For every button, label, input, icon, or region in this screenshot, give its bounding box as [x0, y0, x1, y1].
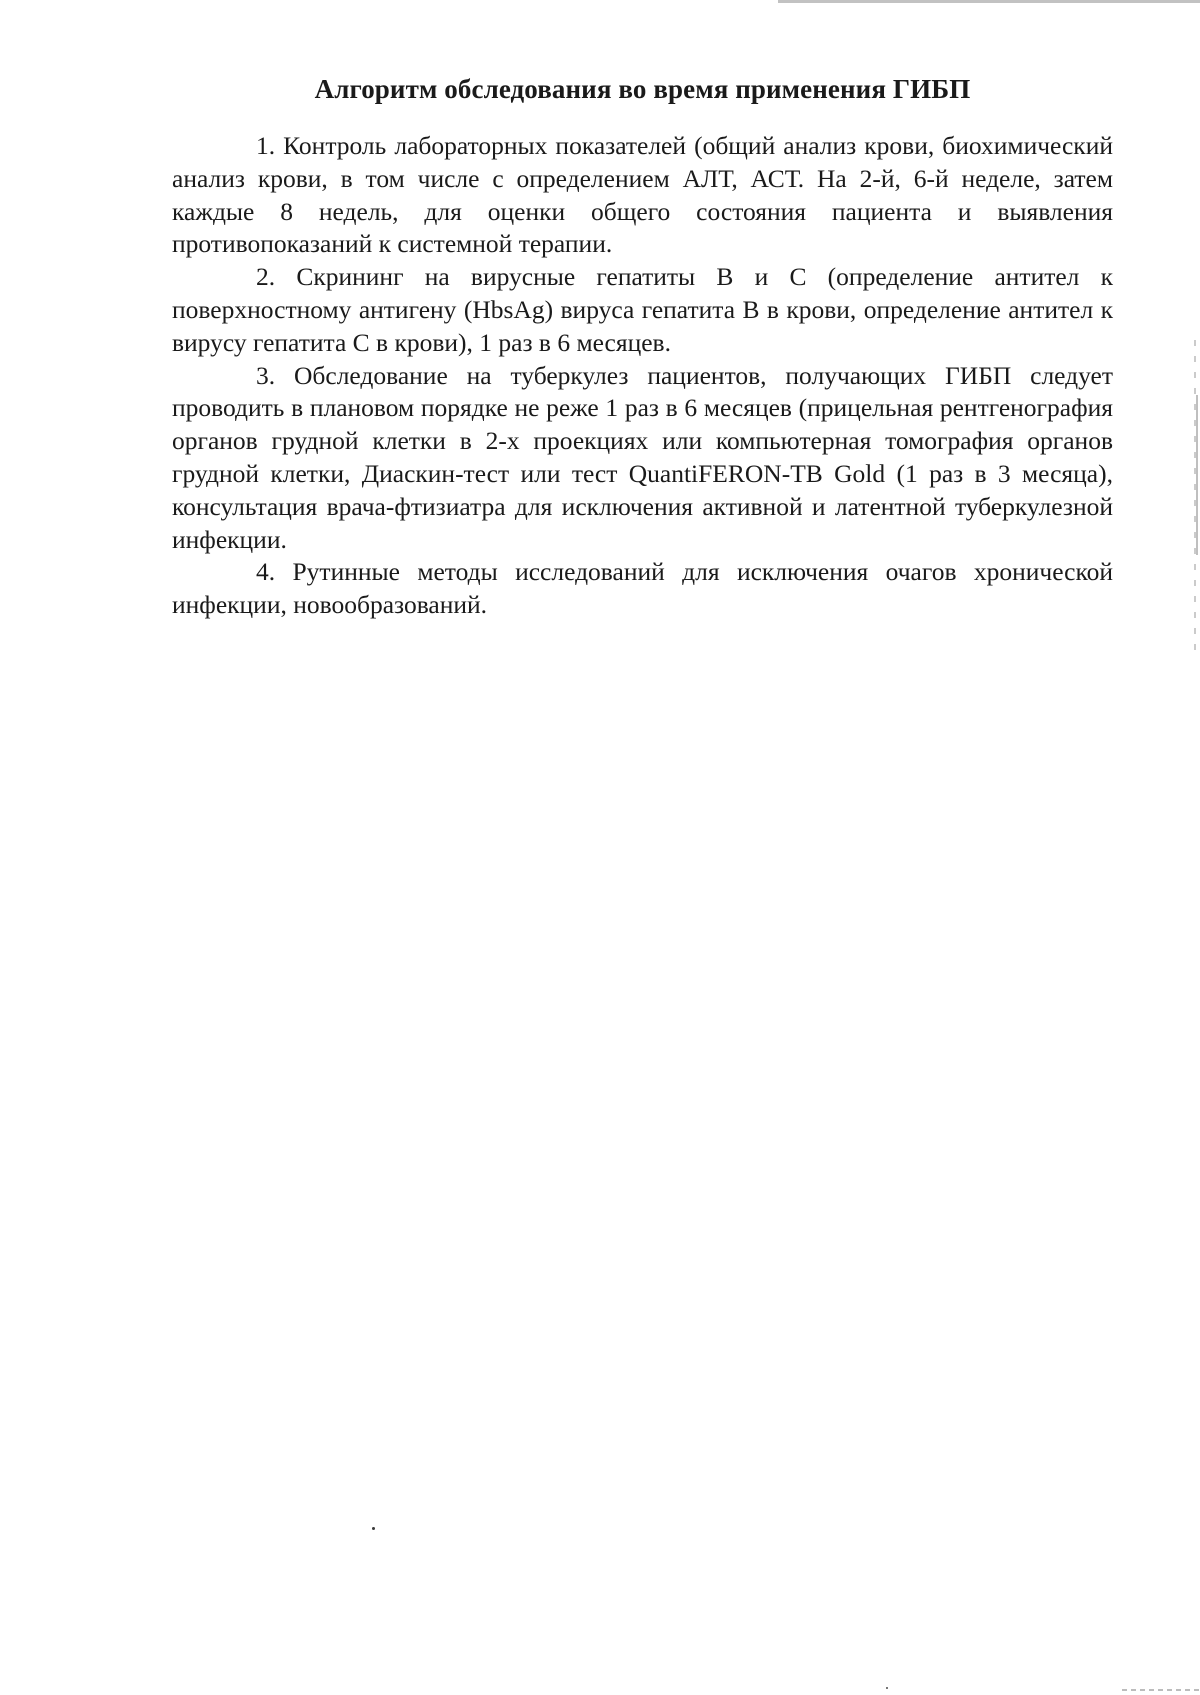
list-item: 4. Рутинные методы исследований для исключения очагов хронической инфекции, новообразований. [172, 557, 1113, 620]
list-item: 2. Скрининг на вирусные гепатиты В и С (определение антител к поверхностному антигену (HbsAg) вируса гепатита В в крови, определение антител к вирусу гепатита С в крови), 1 раз в 6 месяцев. [172, 262, 1113, 357]
list-item: 3. Обследование на туберкулез пациентов, получающих ГИБП следует проводить в плановом порядке не реже 1 раз в 6 месяцев (прицельная рентгенография органов грудной клетки в 2-х проекциях или компьютерная томография органов грудной клетки, Диаскин-тест или тест QuantiFERON-TB Gold (1 раз в 3 месяца), консультация врача-фтизиатра для исключения активной и латентной туберкулезной инфекции. [172, 360, 1113, 554]
examination-steps-list [172, 130, 1113, 622]
scan-edge-artifact [778, 0, 1200, 3]
list-item: 1. Контроль лабораторных показателей (общий анализ крови, биохимический анализ крови, в том числе с определением АЛТ, АСТ. На 2-й, 6-й неделе, затем каждые 8 недель, для оценки общего состояния пациента и выявления противопоказаний к системной терапии. [172, 131, 1113, 259]
scan-edge-artifact [1196, 395, 1198, 555]
document-body [172, 62, 1113, 622]
document-title: Алгоритм обследования во время применения ГИБП [314, 74, 971, 104]
scan-speck [372, 1527, 375, 1530]
scan-speck [886, 1687, 888, 1689]
scan-edge-artifact [1122, 1689, 1200, 1691]
